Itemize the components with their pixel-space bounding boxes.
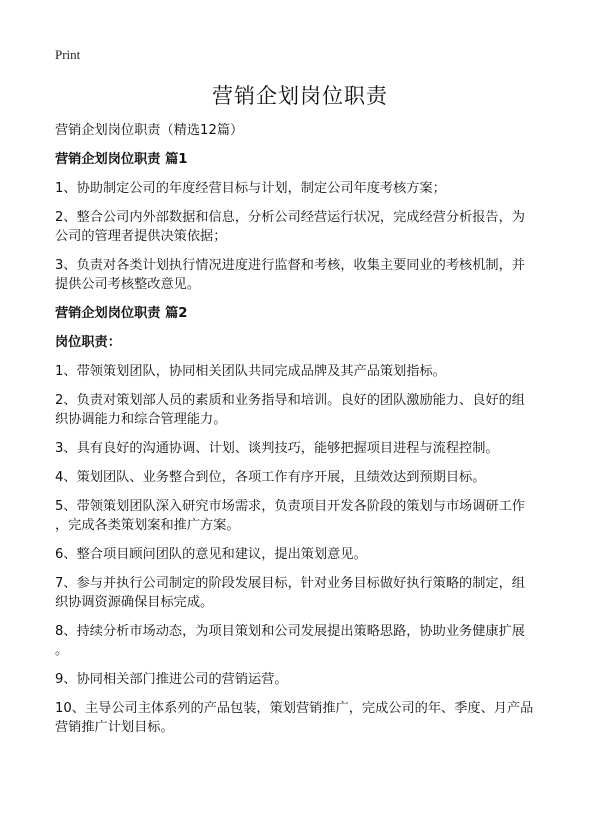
paragraph (55, 545, 555, 564)
text-line: 3、负责对各类计划执行情况进度进行监督和考核，收集主要同业的考核机制，并 (55, 258, 525, 273)
section-heading (55, 304, 555, 323)
text-line: 5、带领策划团队深入研究市场需求，负责项目开发各阶段的策划与市场调研工作 (55, 499, 525, 514)
section-heading (55, 333, 555, 352)
text-line: 9、协同相关部门推进公司的营销运营。 (55, 672, 288, 687)
text-line: 4、策划团队、业务整合到位，各项工作有序开展，且绩效达到预期目标。 (55, 470, 486, 485)
text-line: 3、具有良好的沟通协调、计划、谈判技巧，能够把握项目进程与流程控制。 (55, 441, 499, 456)
paragraph (55, 439, 555, 458)
text-line: 1、带领策划团队，协同相关团队共同完成品牌及其产品策划指标。 (55, 364, 446, 379)
paragraph (55, 121, 555, 140)
paragraph (55, 256, 555, 294)
text-line: 织协调资源确保目标完成。 (55, 595, 214, 610)
section-heading (55, 150, 555, 169)
text-line: 2、整合公司内外部数据和信息，分析公司经营运行状况，完成经营分析报告，为 (55, 210, 525, 225)
text-line: 公司的管理者提供决策依据； (55, 229, 227, 244)
text-line: 营销企划岗位职责 篇1 (55, 152, 188, 167)
paragraph (55, 208, 555, 246)
paragraph (55, 362, 555, 381)
text-line: 营销企划岗位职责（精选12篇） (55, 123, 244, 138)
paragraph (55, 468, 555, 487)
print-label: Print (55, 47, 81, 62)
text-line: ，完成各类策划案和推广方案。 (55, 518, 240, 533)
text-line: 岗位职责： (55, 335, 121, 350)
text-line: 6、整合项目顾问团队的意见和建议，提出策划意见。 (55, 547, 367, 562)
paragraph (55, 574, 555, 612)
text-line: 织协调能力和综合管理能力。 (55, 412, 227, 427)
text-line: 营销企划岗位职责 篇2 (55, 306, 188, 321)
document-body (55, 121, 555, 747)
paragraph (55, 670, 555, 689)
paragraph (55, 699, 555, 737)
text-line: 营销推广计划目标。 (55, 720, 174, 735)
paragraph (55, 622, 555, 660)
document-title: 营销企划岗位职责 (212, 84, 388, 108)
text-line: 。 (55, 643, 69, 658)
text-line: 1、协助制定公司的年度经营目标与计划，制定公司年度考核方案； (55, 181, 446, 196)
text-line: 2、负责对策划部人员的素质和业务指导和培训。良好的团队激励能力、良好的组 (55, 393, 525, 408)
paragraph (55, 179, 555, 198)
text-line: 8、持续分析市场动态，为项目策划和公司发展提出策略思路，协助业务健康扩展 (55, 624, 525, 639)
paragraph (55, 391, 555, 429)
text-line: 提供公司考核整改意见。 (55, 277, 201, 292)
paragraph (55, 497, 555, 535)
text-line: 10、主导公司主体系列的产品包装，策划营销推广，完成公司的年、季度、月产品 (55, 701, 534, 716)
text-line: 7、参与并执行公司制定的阶段发展目标，针对业务目标做好执行策略的制定，组 (55, 576, 525, 591)
